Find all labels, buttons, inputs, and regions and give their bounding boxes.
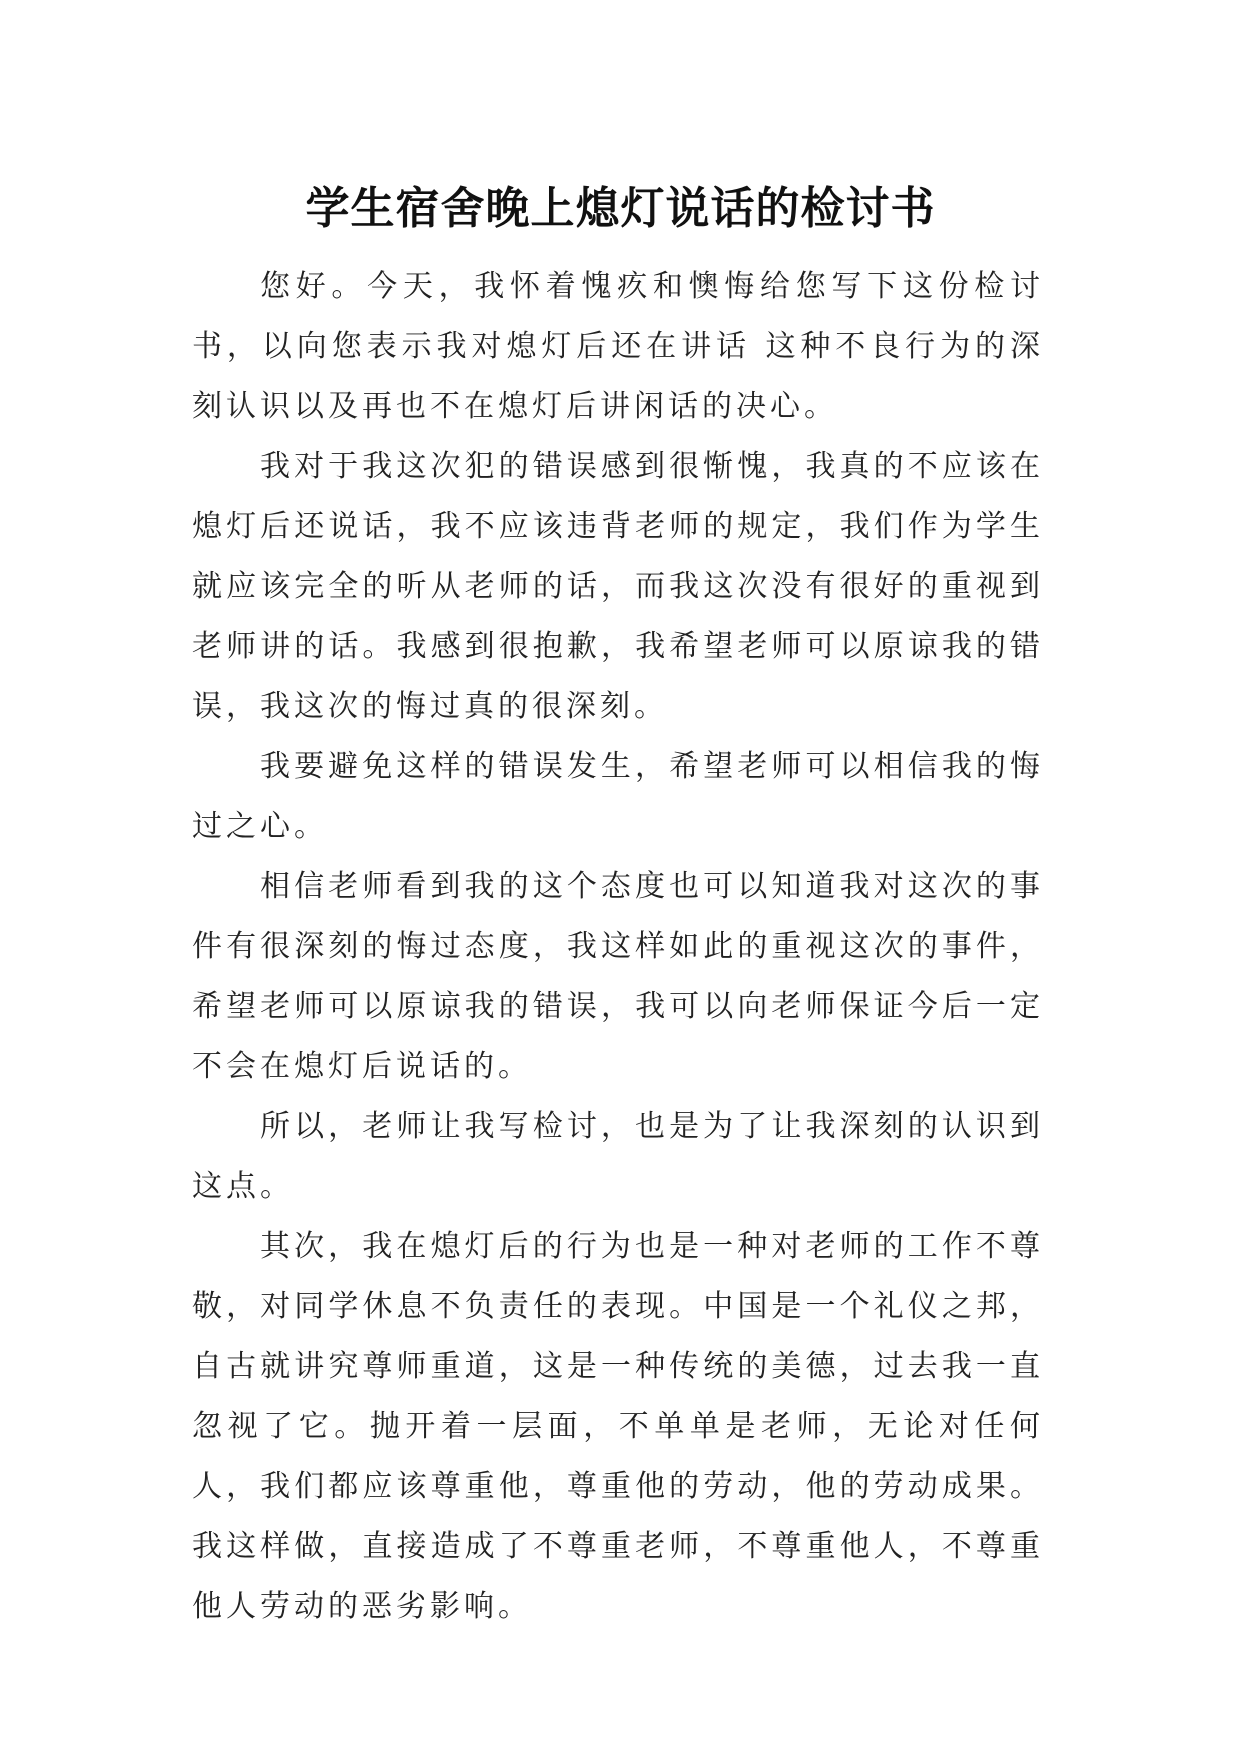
paragraph-1: 您好。今天，我怀着愧疚和懊悔给您写下这份检讨书，以向您表示我对熄灯后还在讲话 这种不良行为的深刻认识以及再也不在熄灯后讲闲话的决心。 (192, 269, 1044, 424)
document-body (192, 257, 1044, 1637)
paragraph-3: 我要避免这样的错误发生，希望老师可以相信我的悔过之心。 (192, 749, 1044, 844)
paragraph-5: 所以，老师让我写检讨，也是为了让我深刻的认识到这点。 (192, 1109, 1044, 1204)
paragraph-4: 相信老师看到我的这个态度也可以知道我对这次的事件有很深刻的悔过态度，我这样如此的重视这次的事件，希望老师可以原谅我的错误，我可以向老师保证今后一定不会在熄灯后说话的。 (192, 869, 1044, 1084)
paragraph-2: 我对于我这次犯的错误感到很惭愧，我真的不应该在熄灯后还说话，我不应该违背老师的规定，我们作为学生就应该完全的听从老师的话，而我这次没有很好的重视到老师讲的话。我感到很抱歉，我希望老师可以原谅我的错误，我这次的悔过真的很深刻。 (192, 449, 1044, 724)
document-title: 学生宿舍晚上熄灯说话的检讨书 (305, 183, 936, 235)
paragraph-6: 其次，我在熄灯后的行为也是一种对老师的工作不尊敬，对同学休息不负责任的表现。中国是一个礼仪之邦，自古就讲究尊师重道，这是一种传统的美德，过去我一直忽视了它。抛开着一层面，不单单是老师，无论对任何人，我们都应该尊重他，尊重他的劳动，他的劳动成果。我这样做，直接造成了不尊重老师，不尊重他人，不尊重他人劳动的恶劣影响。 (192, 1229, 1044, 1624)
